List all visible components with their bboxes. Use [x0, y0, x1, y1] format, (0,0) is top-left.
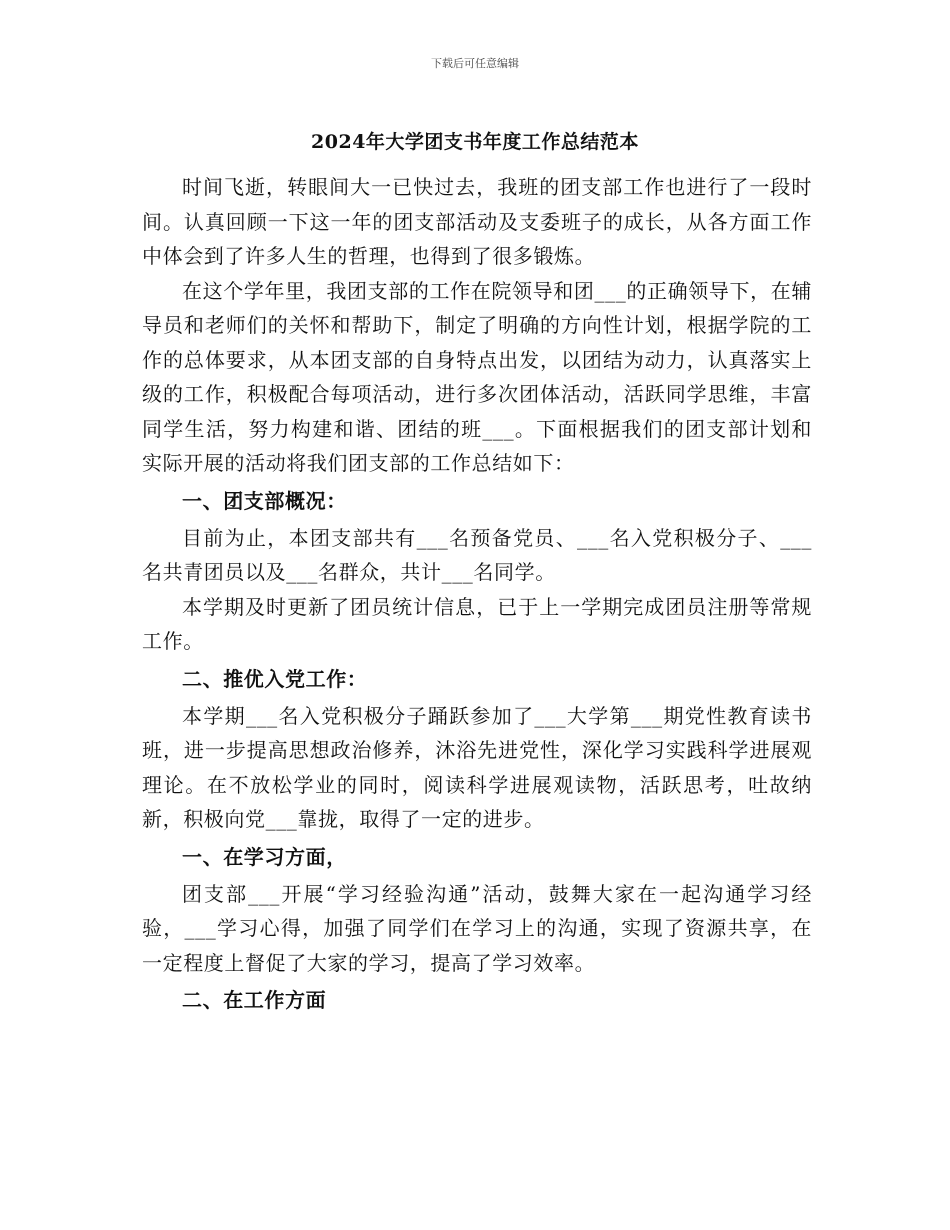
paragraph-study: 团支部___开展“学习经验沟通”活动，鼓舞大家在一起沟通学习经验，___学习心得，加强了同学们在学习上的沟通，实现了资源共享，在一定程度上督促了大家的学习，提高了学习效率。 [142, 881, 812, 975]
header-note: 下载后可任意编辑 [431, 57, 519, 70]
heading-study: 一、在学习方面， [182, 844, 347, 869]
paragraph-registration: 本学期及时更新了团员统计信息，已于上一学期完成团员注册等常规工作。 [142, 594, 812, 653]
heading-branch-overview: 一、团支部概况： [182, 488, 347, 513]
paragraph-party-activity: 本学期___名入党积极分子踊跃参加了___大学第___期党性教育读书班，进一步提高思想政治修养，沐浴先进党性，深化学习实践科学进展观理论。在不放松学业的同时，阅读科学进展观读物，活跃思考，吐故纳新，积极向党___靠拢，取得了一定的进步。 [142, 703, 812, 831]
document-title: 2024年大学团支书年度工作总结范本 [311, 131, 639, 153]
heading-work: 二、在工作方面 [182, 988, 327, 1012]
paragraph-member-count: 目前为止，本团支部共有___名预备党员、___名入党积极分子、___名共青团员以及___名群众，共计___名同学。 [142, 525, 812, 584]
paragraph-overview: 在这个学年里，我团支部的工作在院领导和团___的正确领导下，在辅导员和老师们的关怀和帮助下，制定了明确的方向性计划，根据学院的工作的总体要求，从本团支部的自身特点出发，以团结为动力，认真落实上级的工作，积极配合每项活动，进行多次团体活动，活跃同学思维，丰富同学生活，努力构建和谐、团结的班___。下面根据我们的团支部计划和实际开展的活动将我们团支部的工作总结如下： [142, 278, 812, 475]
paragraph-intro: 时间飞逝，转眼间大一已快过去，我班的团支部工作也进行了一段时间。认真回顾一下这一年的团支部活动及支委班子的成长，从各方面工作中体会到了许多人生的哲理，也得到了很多锻炼。 [142, 175, 812, 268]
heading-party-recommendation: 二、推优入党工作： [182, 666, 368, 691]
document-body [142, 170, 812, 1020]
